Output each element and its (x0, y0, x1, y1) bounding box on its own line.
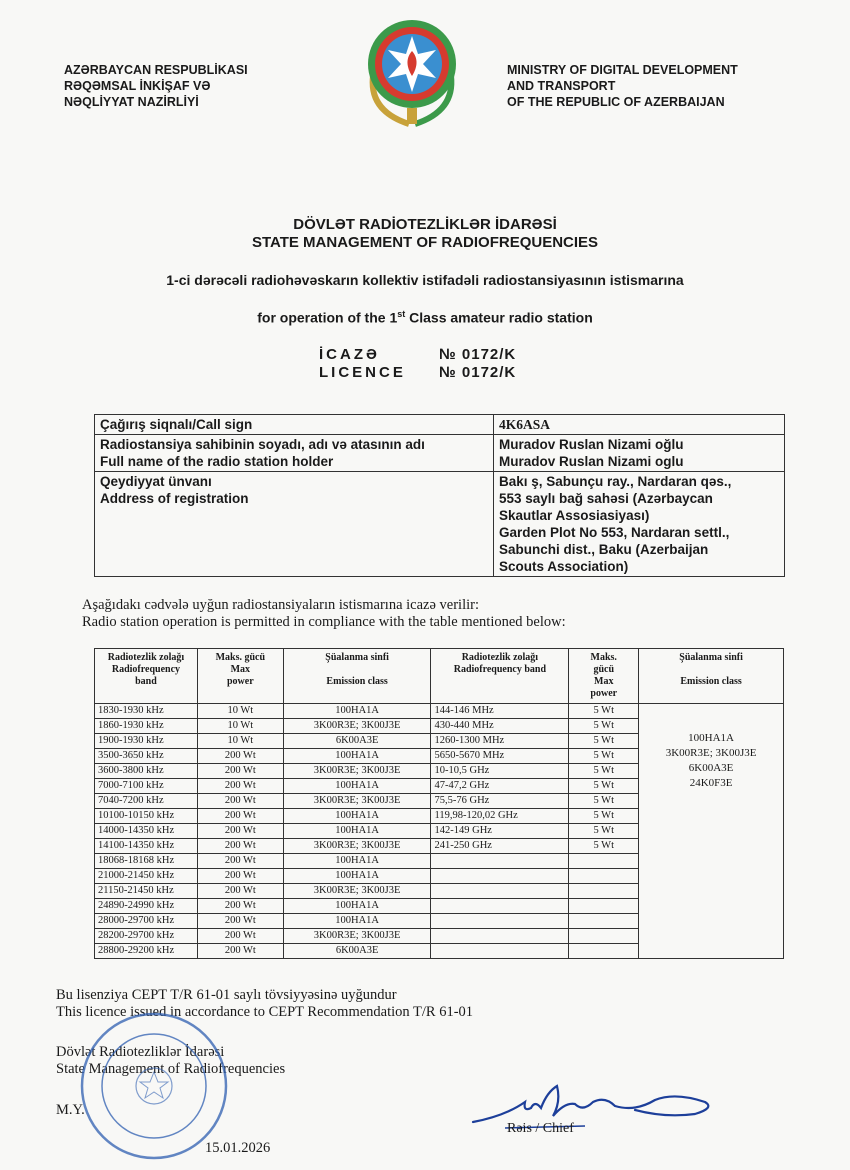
power-cell: 200 Wt (197, 899, 283, 914)
band2-cell-empty (431, 884, 569, 899)
official-stamp (78, 1010, 230, 1162)
issue-date: 15.01.2026 (205, 1140, 271, 1156)
band2-cell-empty (431, 944, 569, 959)
band-cell: 7040-7200 kHz (95, 794, 198, 809)
call-sign-value: 4K6ASA (494, 415, 785, 435)
header-right-line: OF THE REPUBLIC OF AZERBAIJAN (507, 95, 725, 109)
footer-agency-en: State Management of Radiofrequencies (56, 1061, 286, 1077)
power2-cell-empty (569, 899, 639, 914)
address-line: Garden Plot No 553, Nardaran settl., (499, 525, 730, 540)
band-cell: 3600-3800 kHz (95, 764, 198, 779)
power-cell: 200 Wt (197, 749, 283, 764)
power-cell: 10 Wt (197, 719, 283, 734)
power2-cell: 5 Wt (569, 734, 639, 749)
power-cell: 200 Wt (197, 794, 283, 809)
holder-label-en: Full name of the radio station holder (100, 454, 334, 469)
header-left-line: RƏQƏMSAL İNKİŞAF VƏ (64, 79, 211, 93)
chief-title: Rəis / Chief (507, 1121, 574, 1136)
power-cell: 200 Wt (197, 839, 283, 854)
holder-label-az: Radiostansiya sahibinin soyadı, adı və atasının adı (100, 437, 425, 452)
power-cell: 200 Wt (197, 824, 283, 839)
power2-cell: 5 Wt (569, 704, 639, 719)
bands-body (95, 704, 784, 959)
emission-cell: 3K00R3E; 3K00J3E (283, 884, 431, 899)
header-left-line: AZƏRBAYCAN RESPUBLİKASI (64, 63, 248, 77)
power-cell: 200 Wt (197, 764, 283, 779)
band2-cell: 241-250 GHz (431, 839, 569, 854)
emission2-line: 24K0F3E (689, 777, 733, 789)
agency-title-en: STATE MANAGEMENT OF RADIOFREQUENCIES (251, 234, 599, 251)
emission-cell: 3K00R3E; 3K00J3E (283, 839, 431, 854)
power-cell: 200 Wt (197, 884, 283, 899)
power2-cell-empty (569, 854, 639, 869)
emission-cell: 100HA1A (283, 899, 431, 914)
licence-number: № 0172/K (439, 346, 517, 363)
emission2-line: 6K00A3E (688, 762, 734, 774)
chief-signature (465, 1072, 725, 1142)
band2-cell: 5650-5670 MHz (431, 749, 569, 764)
call-sign-label: Çağırış siqnalı/Call sign (95, 415, 494, 435)
licence-label-en: LICENCE (319, 364, 406, 381)
emission-cell: 3K00R3E; 3K00J3E (283, 929, 431, 944)
agency-title-az: DÖVLƏT RADİOTEZLİKLƏR İDARƏSİ (293, 216, 557, 233)
emission-cell: 6K00A3E (283, 734, 431, 749)
power-cell: 200 Wt (197, 809, 283, 824)
power-cell: 200 Wt (197, 779, 283, 794)
band-cell: 28800-29200 kHz (95, 944, 198, 959)
power2-cell: 5 Wt (569, 794, 639, 809)
address-line: 553 saylı bağ sahəsi (Azərbaycan (499, 491, 713, 506)
band2-cell: 1260-1300 MHz (431, 734, 569, 749)
seal-mark: M.Y. (56, 1102, 85, 1118)
band-cell: 1860-1930 kHz (95, 719, 198, 734)
holder-label (95, 435, 494, 472)
emission-cell: 100HA1A (283, 704, 431, 719)
licence-number: № 0172/K (439, 364, 517, 381)
cept-az: Bu lisenziya CEPT T/R 61-01 saylı tövsiyyəsinə uyğundur (56, 987, 397, 1003)
band-cell: 21000-21450 kHz (95, 869, 198, 884)
band2-cell: 75,5-76 GHz (431, 794, 569, 809)
address-line: Bakı ş, Sabunçu ray., Nardaran qəs., (499, 474, 732, 489)
band-cell: 28000-29700 kHz (95, 914, 198, 929)
emission2-line: 3K00R3E; 3K00J3E (665, 747, 757, 759)
state-emblem (363, 16, 461, 128)
power-cell: 200 Wt (197, 914, 283, 929)
band-row (95, 704, 784, 719)
address-line: Scouts Association) (499, 559, 629, 574)
footer-agency-az: Dövlət Radiotezliklər İdarəsi (56, 1044, 225, 1060)
subtitle-en-sup: st (397, 309, 406, 319)
band2-cell-empty (431, 869, 569, 884)
header-left-line: NƏQLİYYAT NAZİRLİYİ (64, 95, 199, 109)
emission-cell: 3K00R3E; 3K00J3E (283, 764, 431, 779)
band2-cell: 10-10,5 GHz (431, 764, 569, 779)
power-header: Maks. gücü Max power (197, 649, 283, 704)
band2-header: Radiotezlik zolağı Radiofrequency band (431, 649, 569, 704)
band-cell: 24890-24990 kHz (95, 899, 198, 914)
power2-cell-empty (569, 929, 639, 944)
band2-cell: 119,98-120,02 GHz (431, 809, 569, 824)
band-cell: 18068-18168 kHz (95, 854, 198, 869)
power-cell: 10 Wt (197, 704, 283, 719)
band2-cell-empty (431, 929, 569, 944)
holder-value-en: Muradov Ruslan Nizami oglu (499, 454, 684, 469)
agency-title (0, 216, 850, 252)
emission-cell: 100HA1A (283, 749, 431, 764)
power-cell: 200 Wt (197, 869, 283, 884)
band-cell: 1830-1930 kHz (95, 704, 198, 719)
power2-cell: 5 Wt (569, 809, 639, 824)
header-right (507, 62, 738, 110)
licence-label-az: İCAZƏ (319, 346, 380, 363)
power2-cell: 5 Wt (569, 764, 639, 779)
holder-value (494, 435, 785, 472)
band-cell: 21150-21450 kHz (95, 884, 198, 899)
permit-text (82, 597, 566, 631)
call-sign-row (95, 415, 785, 435)
band-cell: 3500-3650 kHz (95, 749, 198, 764)
band2-cell: 142-149 GHz (431, 824, 569, 839)
subtitle-en (0, 309, 850, 326)
band2-cell-empty (431, 854, 569, 869)
band2-cell: 47-47,2 GHz (431, 779, 569, 794)
emission-cell: 3K00R3E; 3K00J3E (283, 719, 431, 734)
cept-en: This licence issued in accordance to CEPT Recommendation T/R 61-01 (56, 1004, 474, 1020)
band2-cell-empty (431, 899, 569, 914)
band-cell: 28200-29700 kHz (95, 929, 198, 944)
address-label-az: Qeydiyyat ünvanı (100, 474, 212, 489)
band-cell: 1900-1930 kHz (95, 734, 198, 749)
bands-header-row (95, 649, 784, 704)
power2-cell-empty (569, 884, 639, 899)
frequency-bands-table (94, 648, 784, 959)
emission-cell: 100HA1A (283, 854, 431, 869)
address-label-en: Address of registration (100, 491, 249, 506)
header-right-line: MINISTRY OF DIGITAL DEVELOPMENT (507, 63, 738, 77)
band-cell: 14000-14350 kHz (95, 824, 198, 839)
subtitle-en-prefix: for operation of the 1 (257, 309, 398, 326)
subtitle-en-suffix: Class amateur radio station (405, 309, 593, 326)
power2-cell: 5 Wt (569, 824, 639, 839)
band-cell: 14100-14350 kHz (95, 839, 198, 854)
band2-cell: 430-440 MHz (431, 719, 569, 734)
emission-cell: 3K00R3E; 3K00J3E (283, 794, 431, 809)
header-left (64, 62, 248, 110)
power-cell: 10 Wt (197, 734, 283, 749)
emission-cell: 100HA1A (283, 824, 431, 839)
address-line: Skautlar Assosiasiyası) (499, 508, 650, 523)
emission2-header: Şüalanma sinfi Emission class (639, 649, 784, 704)
emission-cell: 100HA1A (283, 869, 431, 884)
band-cell: 7000-7100 kHz (95, 779, 198, 794)
emission-cell: 6K00A3E (283, 944, 431, 959)
band2-cell: 144-146 MHz (431, 704, 569, 719)
emission2-merged-cell (639, 704, 784, 959)
emission-header: Şüalanma sinfi Emission class (283, 649, 431, 704)
permit-text-en: Radio station operation is permitted in compliance with the table mentioned below: (82, 614, 566, 630)
emission-cell: 100HA1A (283, 779, 431, 794)
power2-cell: 5 Wt (569, 719, 639, 734)
power-cell: 200 Wt (197, 944, 283, 959)
emission2-line: 100HA1A (688, 732, 735, 744)
address-value (494, 472, 785, 577)
address-row (95, 472, 785, 577)
power2-cell: 5 Wt (569, 839, 639, 854)
power2-cell-empty (569, 869, 639, 884)
emission-cell: 100HA1A (283, 914, 431, 929)
address-label (95, 472, 494, 577)
licence-heading (319, 346, 516, 382)
power2-cell: 5 Wt (569, 779, 639, 794)
power2-cell-empty (569, 914, 639, 929)
address-line: Sabunchi dist., Baku (Azerbaijan (499, 542, 709, 557)
permit-text-az: Aşağıdakı cədvələ uyğun radiostansiyaların istismarına icazə verilir: (82, 597, 480, 613)
band-header: Radiotezlik zolağı Radiofrequency band (95, 649, 198, 704)
holder-info-table (94, 414, 785, 577)
power2-header: Maks. gücü Max power (569, 649, 639, 704)
subtitle-az: 1-ci dərəcəli radiohəvəskarın kollektiv istifadəli radiostansiyasının istismarına (166, 272, 684, 288)
band2-cell-empty (431, 914, 569, 929)
header-right-line: AND TRANSPORT (507, 79, 616, 93)
power2-cell: 5 Wt (569, 749, 639, 764)
power2-cell-empty (569, 944, 639, 959)
emission-cell: 100HA1A (283, 809, 431, 824)
holder-row (95, 435, 785, 472)
power-cell: 200 Wt (197, 929, 283, 944)
band-cell: 10100-10150 kHz (95, 809, 198, 824)
power-cell: 200 Wt (197, 854, 283, 869)
holder-value-az: Muradov Ruslan Nizami oğlu (499, 437, 684, 452)
